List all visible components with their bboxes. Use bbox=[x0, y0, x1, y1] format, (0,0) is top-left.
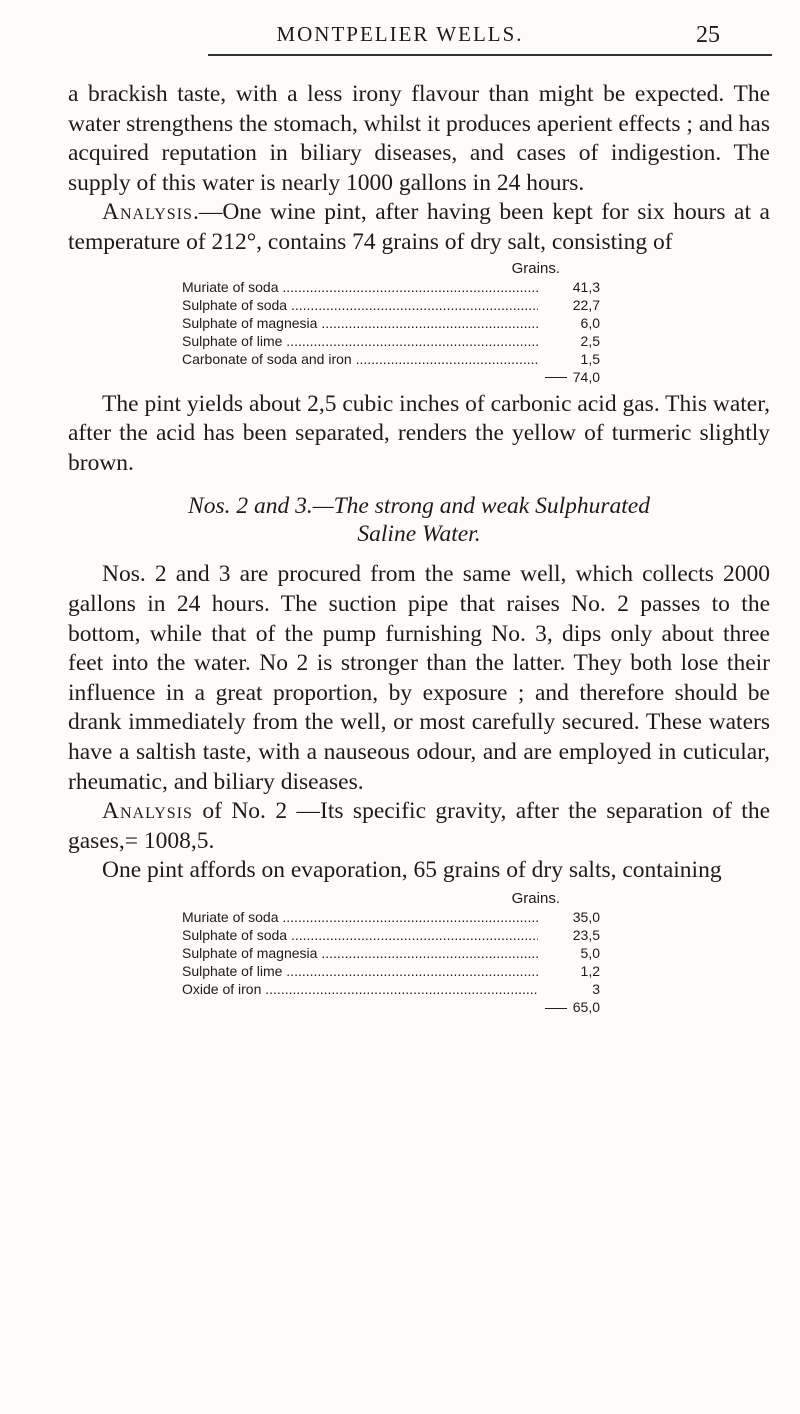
total-dash bbox=[545, 377, 567, 378]
table-unit-header: Grains. bbox=[511, 259, 560, 277]
table-total bbox=[182, 998, 600, 1016]
analysis-table-1 bbox=[182, 260, 600, 386]
page-body bbox=[68, 80, 770, 1016]
paragraph-brackish-taste: a brackish taste, with a less irony flavour than might be expected. The water strengthens the stomach, whilst it produces aperient effects ; and has acquired reputation in biliary diseases, and cases of indigestion. The supply of this water is nearly 1000 gallons in 24 hours. bbox=[68, 81, 770, 196]
paragraph-evaporation: One pint affords on evaporation, 65 grains of dry salts, containing bbox=[102, 857, 722, 884]
section-heading-line-1: Nos. 2 and 3.—The strong and weak Sulphurated bbox=[188, 493, 650, 520]
section-heading-line-2: Saline Water. bbox=[357, 521, 481, 548]
salt-name: Sulphate of soda ..... bbox=[182, 296, 538, 314]
salt-value: 1,5 bbox=[580, 350, 600, 367]
table-row bbox=[182, 926, 600, 944]
salt-name: Sulphate of soda ..... bbox=[182, 926, 538, 944]
salt-value: 22,7 bbox=[572, 296, 600, 313]
table-row bbox=[182, 944, 600, 962]
salt-value: 41,3 bbox=[572, 278, 600, 295]
table-row bbox=[182, 296, 600, 314]
salt-name: Sulphate of lime ..... bbox=[182, 962, 538, 980]
total-value: 65,0 bbox=[572, 998, 600, 1015]
salt-name: Carbonate of soda and iron ..... bbox=[182, 350, 538, 368]
paragraph-sulphurated-water: Nos. 2 and 3 are procured from the same well, which collects 2000 gallons in 24 hours. The suction pipe that raises No. 2 passes to the bottom, while that of the pump furnishing No. 3, dips only about three feet into the water. No 2 is stronger than the latter. They both lose their influence in a great proportion, by exposure ; and therefore should be drank immediately from the well, or most carefully secured. These waters have a saltish taste, with a nauseous odour, and are employed in cuticular, rheumatic, and biliary diseases. bbox=[68, 561, 770, 795]
total-dash bbox=[545, 1008, 567, 1009]
salt-name: Sulphate of lime ..... bbox=[182, 332, 538, 350]
salt-name: Muriate of soda ..... bbox=[182, 908, 538, 926]
table-total bbox=[182, 368, 600, 386]
paragraph-carbonic-gas: The pint yields about 2,5 cubic inches of carbonic acid gas. This water, after the acid has been separated, renders the yellow of turmeric slightly brown. bbox=[68, 390, 770, 476]
table-row bbox=[182, 980, 600, 998]
table-row bbox=[182, 332, 600, 350]
salt-value: 5,0 bbox=[580, 944, 600, 961]
table-row bbox=[182, 962, 600, 980]
analysis-label: Analysis bbox=[102, 199, 193, 226]
salt-value: 3 bbox=[592, 980, 600, 997]
analysis-text: .—One wine pint, after having been kept for six hours at a temperature of 212°, contains 74 grains of dry salt, consisting of bbox=[68, 199, 770, 255]
salt-name: Sulphate of magnesia ..... bbox=[182, 314, 538, 332]
salt-value: 1,2 bbox=[580, 962, 600, 979]
total-value: 74,0 bbox=[572, 368, 600, 385]
salt-value: 23,5 bbox=[572, 926, 600, 943]
paragraph-analysis-1 bbox=[68, 198, 770, 257]
table-unit-header: Grains. bbox=[511, 889, 560, 907]
table-row bbox=[182, 908, 600, 926]
salt-name: Sulphate of magnesia ..... bbox=[182, 944, 538, 962]
salt-value: 35,0 bbox=[572, 908, 600, 925]
section-heading bbox=[68, 492, 770, 548]
page-number: 25 bbox=[696, 22, 720, 48]
analysis-label: Analysis bbox=[102, 798, 193, 825]
running-head: MONTPELIER WELLS. bbox=[276, 22, 524, 46]
page-header bbox=[0, 22, 800, 62]
analysis-text: of No. 2 —Its specific gravity, after the separation of the gases,= 1008,5. bbox=[68, 798, 770, 854]
paragraph-analysis-2 bbox=[68, 797, 770, 856]
salt-value: 2,5 bbox=[580, 332, 600, 349]
table-row bbox=[182, 350, 600, 368]
salt-value: 6,0 bbox=[580, 314, 600, 331]
analysis-table-2 bbox=[182, 890, 600, 1016]
salt-name: Muriate of soda ..... bbox=[182, 278, 538, 296]
header-rule bbox=[208, 54, 772, 56]
salt-name: Oxide of iron ..... bbox=[182, 980, 538, 998]
table-row bbox=[182, 314, 600, 332]
table-row bbox=[182, 278, 600, 296]
